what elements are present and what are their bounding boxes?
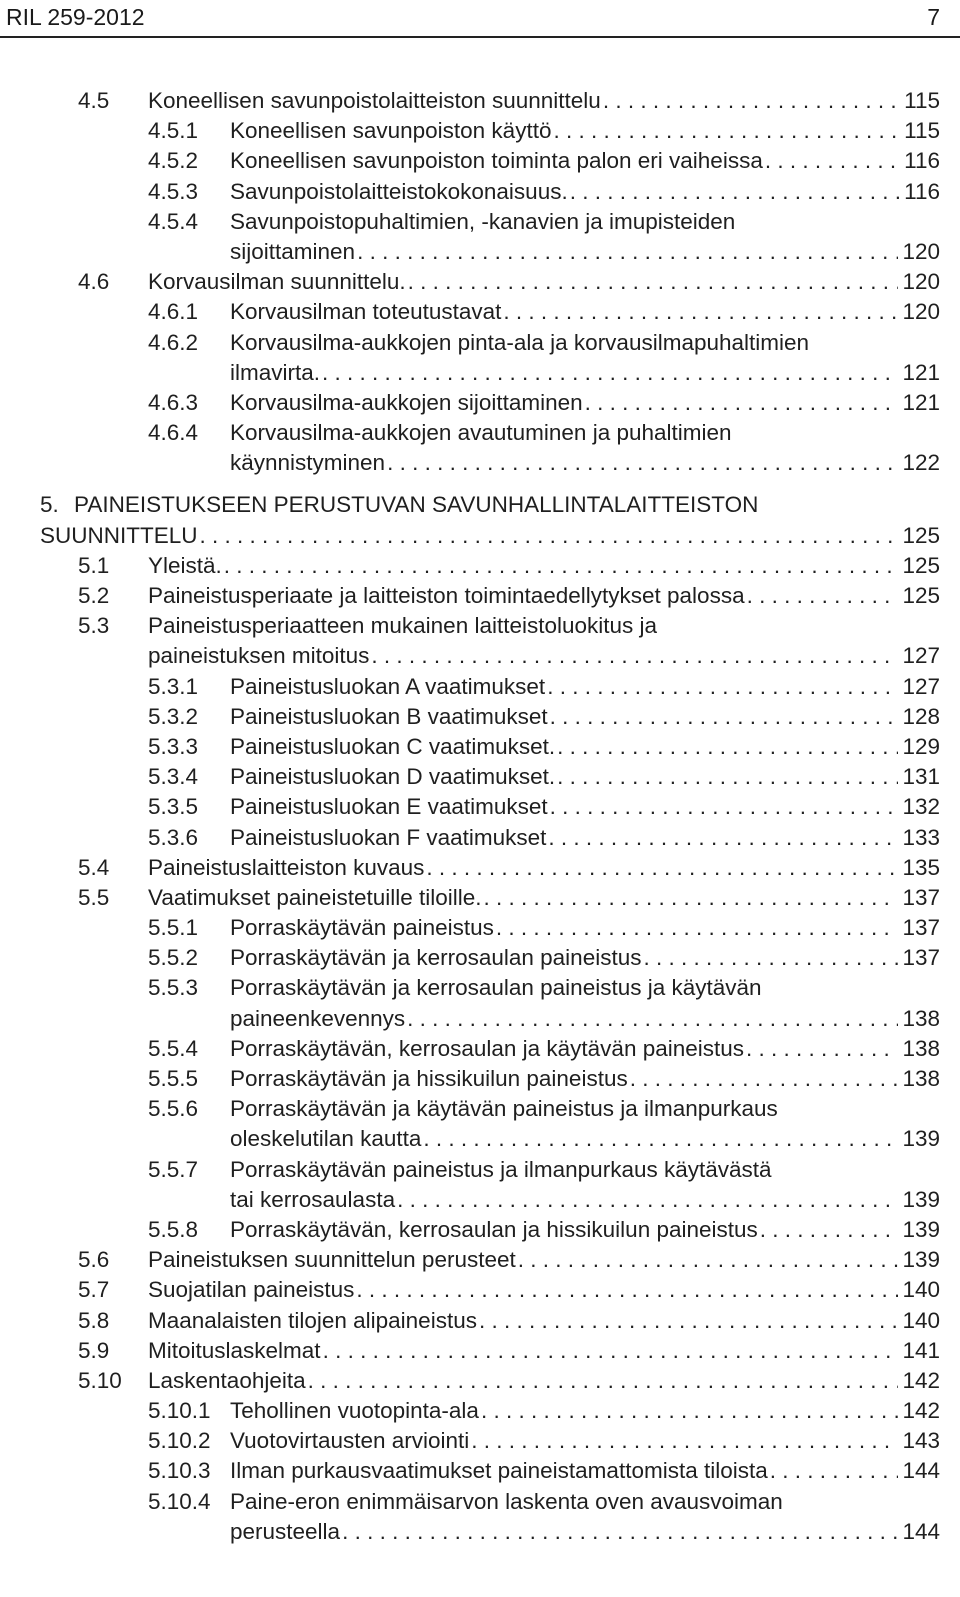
toc-entry-page: 121 bbox=[902, 389, 940, 415]
toc-entry[interactable] bbox=[0, 641, 960, 671]
toc-entry-number: 4.5.1 bbox=[148, 118, 199, 144]
document-code: RIL 259-2012 bbox=[6, 4, 145, 30]
toc-entry-page: 138 bbox=[902, 1005, 940, 1031]
toc-entry-page: 137 bbox=[902, 884, 940, 910]
toc-entry[interactable] bbox=[0, 1185, 960, 1215]
toc-entry-title: Paineistusluokan A vaatimukset bbox=[230, 673, 546, 699]
dot-leader bbox=[355, 237, 898, 267]
toc-entry-title: PAINEISTUKSEEN PERUSTUVAN SAVUNHALLINTALAITTEISTON bbox=[74, 492, 759, 518]
toc-entry[interactable] bbox=[0, 1487, 960, 1517]
toc-entry-title: Porraskäytävän ja kerrosaulan paineistus bbox=[230, 945, 642, 971]
toc-entry[interactable] bbox=[0, 973, 960, 1003]
toc-entry-number: 5.6 bbox=[78, 1247, 110, 1273]
toc-entry-page: 138 bbox=[902, 1066, 940, 1091]
toc-entry-title: Porraskäytävän ja kerrosaulan paineistus ja käytävän bbox=[230, 975, 762, 1001]
toc-entry-title: oleskelutilan kautta bbox=[230, 1126, 422, 1152]
toc-entry-number: 5.10.3 bbox=[148, 1458, 211, 1484]
toc-entry[interactable] bbox=[0, 297, 960, 327]
toc-entry-title: paineistuksen mitoitus bbox=[148, 643, 370, 669]
toc-entry-number: 4.6.3 bbox=[148, 389, 199, 415]
toc-entry[interactable] bbox=[0, 1034, 960, 1064]
dot-leader bbox=[424, 853, 898, 883]
toc-entry[interactable] bbox=[0, 913, 960, 943]
toc-entry-title: Paineistusluokan C vaatimukset. bbox=[230, 733, 556, 759]
toc-entry-page: 139 bbox=[902, 1126, 940, 1152]
toc-entry-title: Paineistusluokan D vaatimukset. bbox=[230, 764, 556, 790]
toc-entry-title: Paineistusperiaate ja laitteiston toimintaedellytykset palossa bbox=[148, 583, 745, 608]
dot-leader bbox=[501, 297, 898, 327]
toc-entry[interactable] bbox=[0, 116, 960, 146]
toc-entry-title: Yleistä. bbox=[148, 552, 222, 578]
toc-entry[interactable] bbox=[0, 521, 960, 551]
toc-entry[interactable] bbox=[0, 1366, 960, 1396]
dot-leader bbox=[321, 1336, 899, 1366]
toc-entry-title: Laskentaohjeita bbox=[148, 1367, 306, 1393]
dot-leader bbox=[482, 883, 899, 913]
dot-leader bbox=[763, 146, 900, 176]
dot-leader bbox=[354, 1275, 898, 1305]
toc-entry-number: 4.6.2 bbox=[148, 329, 199, 355]
toc-entry-page: 128 bbox=[902, 703, 940, 729]
dot-leader bbox=[546, 823, 898, 853]
toc-entry-page: 135 bbox=[902, 854, 940, 880]
toc-entry-title: Savunpoistopuhaltimien, -kanavien ja imupisteiden bbox=[230, 208, 736, 234]
section-gap bbox=[0, 478, 960, 490]
dot-leader bbox=[516, 1245, 899, 1275]
toc-entry-number: 4.5.4 bbox=[148, 208, 199, 234]
toc-entry[interactable] bbox=[0, 1336, 960, 1366]
toc-entry-title: paineenkevennys bbox=[230, 1005, 406, 1031]
toc-entry-number: 5.10.2 bbox=[148, 1428, 211, 1454]
toc-entry[interactable] bbox=[0, 1094, 960, 1124]
toc-entry-page: 139 bbox=[902, 1186, 940, 1212]
toc-entry-title: Korvausilman suunnittelu. bbox=[148, 269, 406, 295]
toc-entry-page: 139 bbox=[902, 1247, 940, 1273]
toc-entry[interactable] bbox=[0, 358, 960, 388]
toc-entry[interactable] bbox=[0, 611, 960, 641]
toc-entry-title: Porraskäytävän ja käytävän paineistus ja ilmanpurkaus bbox=[230, 1096, 778, 1122]
toc-entry[interactable] bbox=[0, 551, 960, 581]
toc-entry-number: 5.5.2 bbox=[148, 945, 199, 971]
toc-entry-number: 5.3.2 bbox=[148, 703, 199, 729]
toc-entry-number: 5.1 bbox=[78, 552, 110, 578]
toc-entry-title: Paineistusperiaatteen mukainen laitteistoluokitus ja bbox=[148, 613, 658, 639]
toc-entry[interactable] bbox=[0, 762, 960, 792]
toc-entry[interactable] bbox=[0, 883, 960, 913]
toc-entry-number: 5.10.4 bbox=[148, 1488, 211, 1514]
toc-entry-number: 5.8 bbox=[78, 1307, 110, 1333]
toc-entry-title: Porraskäytävän paineistus ja ilmanpurkaus käytävästä bbox=[230, 1156, 772, 1182]
toc-entry[interactable] bbox=[0, 581, 960, 611]
dot-leader bbox=[548, 792, 899, 822]
dot-leader bbox=[469, 1426, 898, 1456]
dot-leader bbox=[568, 177, 900, 207]
toc-entry[interactable] bbox=[0, 1517, 960, 1547]
dot-leader bbox=[768, 1456, 899, 1486]
dot-leader bbox=[641, 943, 898, 973]
toc-entry[interactable] bbox=[0, 1456, 960, 1486]
toc-entry-title: Paineistuksen suunnittelun perusteet bbox=[148, 1247, 516, 1273]
toc-entry-title: Porraskäytävän, kerrosaulan ja hissikuilun paineistus bbox=[230, 1216, 758, 1242]
dot-leader bbox=[758, 1215, 899, 1245]
toc-entry-number: 5.3 bbox=[78, 613, 110, 639]
toc-entry-title: Maanalaisten tilojen alipaineistus bbox=[148, 1307, 477, 1333]
toc-entry-number: 5.5.5 bbox=[148, 1066, 199, 1091]
toc-entry-page: 125 bbox=[902, 583, 940, 608]
toc-entry-number: 5.3.4 bbox=[148, 764, 199, 790]
toc-entry-page: 143 bbox=[902, 1428, 940, 1454]
dot-leader bbox=[555, 762, 898, 792]
toc-entry-page: 115 bbox=[904, 88, 940, 113]
toc-entry-title: Korvausilman toteutustavat bbox=[230, 299, 502, 325]
toc-entry-title: Suojatilan paineistus bbox=[148, 1277, 355, 1303]
toc-entry-title: Vaatimukset paineistetuille tiloille. bbox=[148, 884, 482, 910]
toc-entry-page: 132 bbox=[902, 794, 940, 820]
toc-entry-page: 120 bbox=[902, 269, 940, 295]
dot-leader bbox=[222, 551, 899, 581]
toc-entry-number: 5.5.7 bbox=[148, 1156, 199, 1182]
toc-entry-number: 4.6.4 bbox=[148, 420, 199, 446]
toc-entry[interactable] bbox=[0, 1426, 960, 1456]
toc-entry-page: 127 bbox=[902, 673, 940, 699]
toc-entry[interactable] bbox=[0, 792, 960, 822]
dot-leader bbox=[745, 581, 899, 611]
dot-leader bbox=[369, 641, 898, 671]
toc-entry-page: 120 bbox=[902, 238, 940, 264]
toc-entry-page: 141 bbox=[902, 1337, 940, 1363]
toc-entry-page: 116 bbox=[904, 148, 940, 174]
toc-entry[interactable] bbox=[0, 490, 960, 520]
dot-leader bbox=[479, 1396, 899, 1426]
toc-entry[interactable] bbox=[0, 177, 960, 207]
toc-entry[interactable] bbox=[0, 448, 960, 478]
toc-entry-title: Paineistusluokan B vaatimukset bbox=[230, 703, 548, 729]
dot-leader bbox=[385, 448, 898, 478]
toc-entry-title: Ilman purkausvaatimukset paineistamattomista tiloista bbox=[230, 1458, 768, 1484]
toc-entry[interactable] bbox=[0, 1215, 960, 1245]
toc-entry-number: 4.5 bbox=[78, 88, 110, 113]
toc-entry-number: 4.5.2 bbox=[148, 148, 199, 174]
toc-entry[interactable] bbox=[0, 86, 960, 116]
dot-leader bbox=[395, 1185, 898, 1215]
toc-entry-title: Koneellisen savunpoiston toiminta palon eri vaiheissa bbox=[230, 148, 763, 174]
toc-entry-page: 144 bbox=[902, 1518, 940, 1544]
toc-entry-page: 138 bbox=[902, 1035, 940, 1061]
toc-entry-title: Koneellisen savunpoistolaitteiston suunnittelu bbox=[148, 88, 601, 113]
toc-entry-number: 5.4 bbox=[78, 854, 110, 880]
toc-entry-page: 120 bbox=[902, 299, 940, 325]
toc-entry[interactable] bbox=[0, 1155, 960, 1185]
toc-entry-page: 131 bbox=[902, 764, 940, 790]
toc-entry-title: Mitoituslaskelmat bbox=[148, 1337, 321, 1363]
toc-entry-page: 115 bbox=[904, 118, 940, 144]
page-header bbox=[0, 2, 940, 32]
toc-entry-title: Paine-eron enimmäisarvon laskenta oven avausvoiman bbox=[230, 1488, 783, 1514]
toc-entry-title: Porraskäytävän paineistus bbox=[230, 915, 494, 941]
toc-entry-page: 116 bbox=[904, 178, 940, 204]
toc-entry-title: Korvausilma-aukkojen avautuminen ja puhaltimien bbox=[230, 420, 732, 446]
toc-entry[interactable] bbox=[0, 853, 960, 883]
dot-leader bbox=[494, 913, 899, 943]
toc-entry[interactable] bbox=[0, 702, 960, 732]
dot-leader bbox=[545, 672, 898, 702]
toc-entry-title: perusteella bbox=[230, 1518, 341, 1544]
toc-entry-number: 5.5.4 bbox=[148, 1035, 199, 1061]
dot-leader bbox=[583, 388, 899, 418]
toc-entry-title: tai kerrosaulasta bbox=[230, 1186, 396, 1212]
toc-entry-number: 5.5.3 bbox=[148, 975, 199, 1001]
toc-entry[interactable] bbox=[0, 1064, 960, 1094]
toc-entry-title: Koneellisen savunpoiston käyttö bbox=[230, 118, 552, 144]
toc-entry-page: 144 bbox=[902, 1458, 940, 1484]
toc-entry-page: 122 bbox=[902, 450, 940, 476]
toc-entry[interactable] bbox=[0, 207, 960, 237]
toc-entry[interactable] bbox=[0, 1396, 960, 1426]
dot-leader bbox=[477, 1306, 899, 1336]
toc-entry[interactable] bbox=[0, 267, 960, 297]
toc-entry-number: 5. bbox=[40, 492, 59, 518]
toc-entry-number: 4.6 bbox=[78, 269, 110, 295]
toc-entry-title: Porraskäytävän ja hissikuilun paineistus bbox=[230, 1066, 628, 1091]
toc-entry[interactable] bbox=[0, 1004, 960, 1034]
toc-entry-number: 5.10.1 bbox=[148, 1398, 211, 1424]
toc-entry[interactable] bbox=[0, 823, 960, 853]
dot-leader bbox=[198, 521, 899, 551]
dot-leader bbox=[551, 116, 900, 146]
toc-entry[interactable] bbox=[0, 146, 960, 176]
dot-leader bbox=[320, 358, 898, 388]
toc-entry-title: Savunpoistolaitteistokokonaisuus. bbox=[230, 178, 568, 204]
toc-entry-page: 137 bbox=[902, 915, 940, 941]
header-rule bbox=[0, 36, 960, 38]
dot-leader bbox=[405, 1004, 898, 1034]
toc-entry-title: käynnistyminen bbox=[230, 450, 386, 476]
toc-entry-title: Porraskäytävän, kerrosaulan ja käytävän paineistus bbox=[230, 1035, 745, 1061]
toc-entry[interactable] bbox=[0, 1275, 960, 1305]
toc-entry-number: 5.5.6 bbox=[148, 1096, 199, 1122]
toc-entry[interactable] bbox=[0, 672, 960, 702]
toc-entry[interactable] bbox=[0, 1124, 960, 1154]
toc-entry-number: 5.10 bbox=[78, 1367, 122, 1393]
toc-entry-page: 140 bbox=[902, 1277, 940, 1303]
toc-entry[interactable] bbox=[0, 328, 960, 358]
toc-entry-title: ilmavirta. bbox=[230, 359, 321, 385]
toc-entry-page: 127 bbox=[902, 643, 940, 669]
toc-entry[interactable] bbox=[0, 237, 960, 267]
toc-entry-page: 125 bbox=[902, 522, 940, 548]
toc-entry-number: 5.3.1 bbox=[148, 673, 199, 699]
dot-leader bbox=[601, 86, 900, 116]
toc-entry-number: 5.3.6 bbox=[148, 824, 199, 850]
toc-entry-title: Korvausilma-aukkojen pinta-ala ja korvausilmapuhaltimien bbox=[230, 329, 810, 355]
toc-entry-title: Paineistusluokan F vaatimukset bbox=[230, 824, 547, 850]
dot-leader bbox=[628, 1064, 899, 1094]
toc-entry[interactable] bbox=[0, 943, 960, 973]
dot-leader bbox=[306, 1366, 899, 1396]
toc-entry-title: Vuotovirtausten arviointi bbox=[230, 1428, 470, 1454]
toc-entry-page: 142 bbox=[902, 1398, 940, 1424]
toc-entry-title: Tehollinen vuotopinta-ala bbox=[230, 1398, 479, 1424]
dot-leader bbox=[340, 1517, 898, 1547]
toc-entry-title: Paineistuslaitteiston kuvaus bbox=[148, 854, 425, 880]
toc-entry-page: 139 bbox=[902, 1216, 940, 1242]
dot-leader bbox=[555, 732, 898, 762]
toc-entry-title: SUUNNITTELU bbox=[40, 522, 198, 548]
toc-entry-number: 5.3.5 bbox=[148, 794, 199, 820]
toc-entry[interactable] bbox=[0, 1306, 960, 1336]
toc-entry[interactable] bbox=[0, 418, 960, 448]
toc-entry-number: 5.3.3 bbox=[148, 733, 199, 759]
toc-entry-page: 140 bbox=[902, 1307, 940, 1333]
toc-entry-page: 129 bbox=[902, 733, 940, 759]
table-of-contents bbox=[0, 86, 960, 1547]
toc-entry-number: 5.7 bbox=[78, 1277, 110, 1303]
toc-entry-number: 5.5 bbox=[78, 884, 110, 910]
toc-entry-page: 137 bbox=[902, 945, 940, 971]
toc-entry-title: Paineistusluokan E vaatimukset bbox=[230, 794, 548, 820]
toc-entry-page: 133 bbox=[902, 824, 940, 850]
toc-entry-page: 121 bbox=[902, 359, 940, 385]
toc-entry-page: 142 bbox=[902, 1367, 940, 1393]
toc-entry-number: 5.9 bbox=[78, 1337, 110, 1363]
toc-entry-title: sijoittaminen bbox=[230, 238, 356, 264]
toc-entry-title: Korvausilma-aukkojen sijoittaminen bbox=[230, 389, 583, 415]
toc-entry[interactable] bbox=[0, 1245, 960, 1275]
dot-leader bbox=[406, 267, 899, 297]
toc-entry[interactable] bbox=[0, 388, 960, 418]
toc-entry-number: 4.5.3 bbox=[148, 178, 199, 204]
dot-leader bbox=[421, 1124, 898, 1154]
toc-entry[interactable] bbox=[0, 732, 960, 762]
page-number: 7 bbox=[927, 4, 940, 30]
toc-entry-number: 4.6.1 bbox=[148, 299, 199, 325]
toc-entry-number: 5.2 bbox=[78, 583, 110, 608]
dot-leader bbox=[548, 702, 899, 732]
toc-entry-page: 125 bbox=[902, 552, 940, 578]
dot-leader bbox=[744, 1034, 898, 1064]
toc-entry-number: 5.5.1 bbox=[148, 915, 199, 941]
toc-entry-number: 5.5.8 bbox=[148, 1216, 199, 1242]
